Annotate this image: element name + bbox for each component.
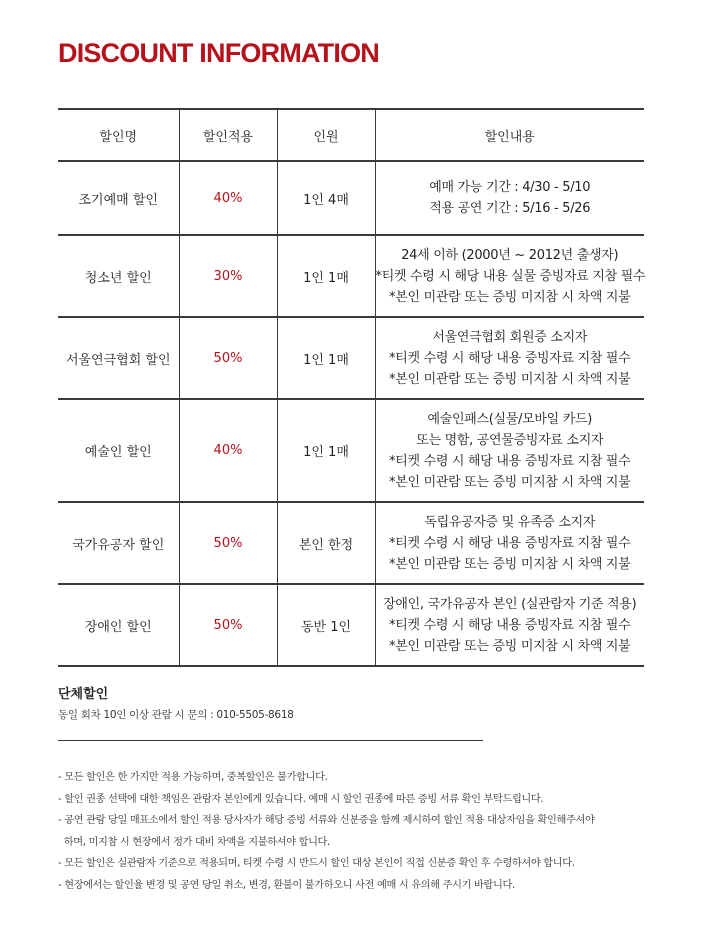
table-row	[58, 235, 644, 317]
detail-line: 24세 이하 (2000년 ~ 2012년 출생자)	[401, 247, 619, 263]
header-discount-name: 할인명	[58, 109, 179, 161]
detail-line: *티켓 수령 시 해당 내용 증빙자료 지참 필수	[389, 535, 631, 551]
discount-rate: 50%	[179, 502, 277, 584]
discount-details	[375, 235, 644, 317]
people-limit: 본인 한정	[277, 502, 375, 584]
header-people: 인원	[277, 109, 375, 161]
discount-name: 서울연극협회 할인	[58, 317, 179, 399]
people-limit: 1인 1매	[277, 235, 375, 317]
notes-list	[58, 767, 594, 896]
detail-line: *티켓 수령 시 해당 내용 증빙자료 지참 필수	[389, 617, 631, 633]
detail-line: *본인 미관람 또는 증빙 미지참 시 차액 지불	[389, 556, 631, 572]
table-row	[58, 317, 644, 399]
discount-rate: 50%	[179, 584, 277, 666]
detail-line: *티켓 수령 시 해당 내용 증빙자료 지참 필수	[389, 453, 631, 469]
table-row	[58, 502, 644, 584]
detail-line: 서울연극협회 회원증 소지자	[432, 329, 588, 345]
detail-line: 예술인패스(실물/모바일 카드)	[427, 411, 593, 427]
note-item: - 할인 권종 선택에 대한 책임은 관람자 본인에게 있습니다. 예매 시 할인 권종에 따른 증빙 서류 확인 부탁드립니다.	[58, 793, 544, 805]
people-limit: 동반 1인	[277, 584, 375, 666]
discount-name: 예술인 할인	[58, 399, 179, 502]
discount-details	[375, 399, 644, 502]
table-header-row	[58, 109, 644, 161]
detail-line: *티켓 수령 시 해당 내용 실물 증빙자료 지참 필수	[375, 268, 646, 284]
header-discount-details: 할인내용	[375, 109, 644, 161]
group-discount-title: 단체할인	[58, 687, 109, 702]
people-limit: 1인 1매	[277, 317, 375, 399]
discount-name: 청소년 할인	[58, 235, 179, 317]
page-title: DISCOUNT INFORMATION	[58, 38, 379, 68]
note-item: 하며, 미지참 시 현장에서 정가 대비 차액을 지불하셔야 합니다.	[58, 836, 330, 848]
detail-line: *본인 미관람 또는 증빙 미지참 시 차액 지불	[389, 371, 631, 387]
detail-line: *본인 미관람 또는 증빙 미지참 시 차액 지불	[389, 289, 631, 305]
people-limit: 1인 4매	[277, 161, 375, 235]
divider	[58, 740, 483, 741]
note-item: - 모든 할인은 한 가지만 적용 가능하며, 중복할인은 불가합니다.	[58, 772, 328, 783]
table-row	[58, 161, 644, 235]
discount-details	[375, 161, 644, 235]
discount-rate: 40%	[179, 161, 277, 235]
detail-line: *티켓 수령 시 해당 내용 증빙자료 지참 필수	[389, 350, 631, 366]
discount-details	[375, 317, 644, 399]
discount-name: 장애인 할인	[58, 584, 179, 666]
detail-line: *본인 미관람 또는 증빙 미지참 시 차액 지불	[389, 638, 631, 654]
discount-name: 조기예매 할인	[58, 161, 179, 235]
discount-rate: 30%	[179, 235, 277, 317]
discount-table	[58, 108, 644, 667]
discount-rate: 50%	[179, 317, 277, 399]
note-item: - 현장에서는 할인율 변경 및 공연 당일 취소, 변경, 환불이 불가하오니 사전 예매 시 유의해 주시기 바랍니다.	[58, 879, 515, 891]
detail-line: 예매 가능 기간 : 4/30 - 5/10	[429, 180, 591, 195]
detail-line: 장애인, 국가유공자 본인 (실관람자 기준 적용)	[383, 596, 637, 612]
discount-name: 국가유공자 할인	[58, 502, 179, 584]
detail-line: 또는 명함, 공연물증빙자료 소지자	[416, 432, 604, 448]
people-limit: 1인 1매	[277, 399, 375, 502]
discount-rate: 40%	[179, 399, 277, 502]
note-item: - 공연 관람 당일 매표소에서 할인 적용 당사자가 해당 증빙 서류와 신분증을 함께 제시하여 할인 적용 대상자임을 확인해주셔야	[58, 815, 595, 826]
header-discount-rate: 할인적용	[179, 109, 277, 161]
detail-line: 독립유공자증 및 유족증 소지자	[424, 514, 596, 530]
detail-line: 적용 공연 기간 : 5/16 - 5/26	[429, 201, 591, 216]
discount-details	[375, 584, 644, 666]
detail-line: *본인 미관람 또는 증빙 미지참 시 차액 지불	[389, 474, 631, 490]
group-discount-desc: 동일 회차 10인 이상 관람 시 문의 : 010-5505-8618	[58, 709, 294, 721]
discount-details	[375, 502, 644, 584]
table-row	[58, 399, 644, 502]
table-row	[58, 584, 644, 666]
note-item: - 모든 할인은 실관람자 기준으로 적용되며, 티켓 수령 시 반드시 할인 대상 본인이 직접 신분증 확인 후 수령하셔야 합니다.	[58, 858, 575, 869]
